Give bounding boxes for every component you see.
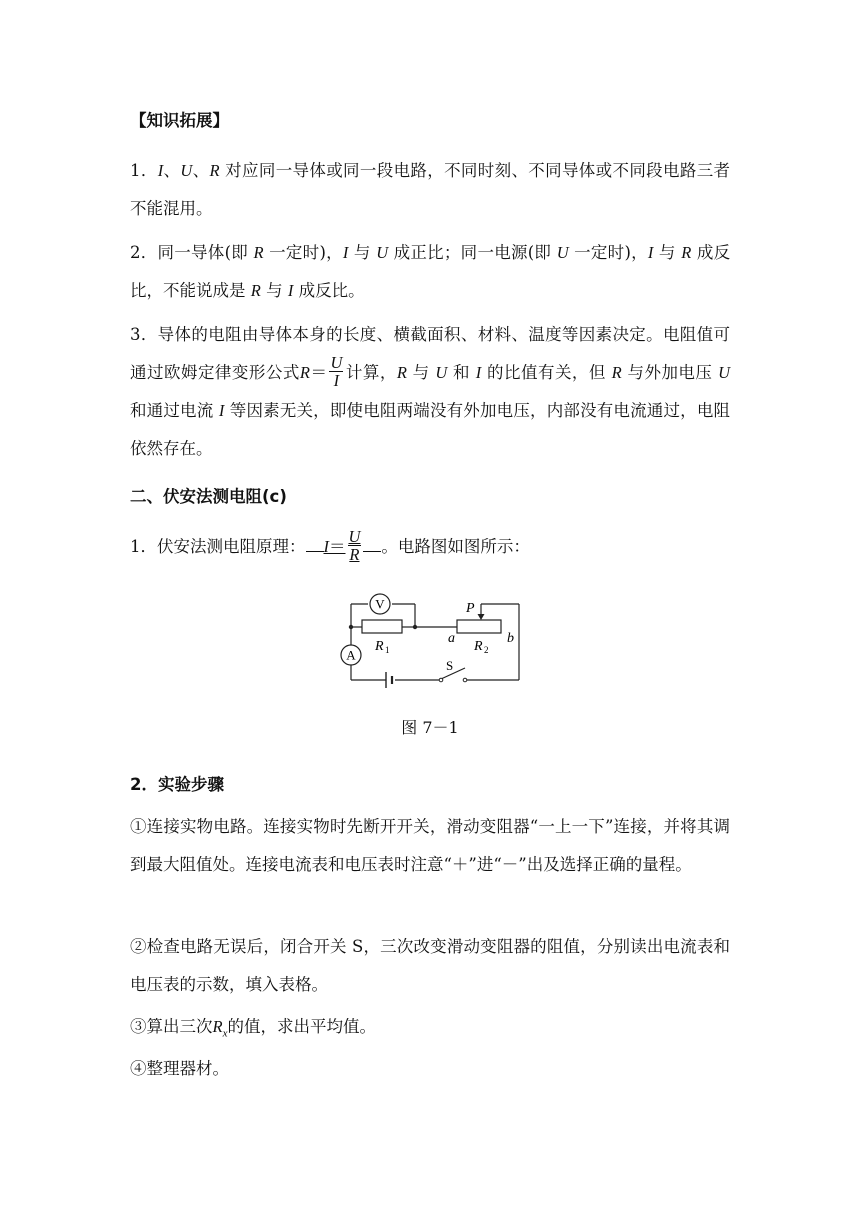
step-3: ③算出三次$R_x$的值，求出平均值。 bbox=[130, 1017, 376, 1040]
resistor-r1 bbox=[362, 620, 402, 633]
circuit-diagram bbox=[335, 592, 535, 692]
slider-label: P bbox=[466, 601, 475, 616]
ammeter-label: A bbox=[346, 647, 356, 663]
resistor-r2 bbox=[457, 620, 501, 633]
switch-label: S bbox=[446, 658, 454, 673]
step-1: ①连接实物电路。连接实物时先断开开关，滑动变阻器“一上一下”连接，并将其调到最大阻值处。连接电流表和电压表时注意“＋”进“－”出及选择正确的量程。 bbox=[130, 817, 730, 874]
heading-knowledge-extension: 【知识拓展】 bbox=[130, 111, 229, 130]
step-2: ②检查电路无误后，闭合开关 S，三次改变滑动变阻器的阻值，分别读出电流表和电压表的示数，填入表格。 bbox=[130, 937, 730, 994]
paragraph-item-1: 1．I、U、R 对应同一导体或同一段电路，不同时刻、不同导体或不同段电路三者不能混用。 bbox=[130, 161, 731, 218]
paragraph-item-3: 3．导体的电阻由导体本身的长度、横截面积、材料、温度等因素决定。电阻值可通过欧姆定律变形公式R＝ $\frac{U}{I}$ 计算，R 与 U 和 I 的比值有关，但 R 与外加电压 U 和通过电流 I 等因素无关，即使电阻两端没有外加电压，内部没有电流通过，电阻依然存在。 bbox=[130, 325, 731, 458]
voltmeter-label: V bbox=[375, 596, 385, 612]
r2-label: R bbox=[474, 639, 483, 654]
r1-subscript: 1 bbox=[385, 645, 390, 655]
r2-subscript: 2 bbox=[484, 645, 489, 655]
end-b-label: b bbox=[507, 631, 514, 646]
fraction-u-over-i: $\frac{U}{I}$ bbox=[330, 353, 343, 390]
paragraph-item-2: 2．同一导体(即 R 一定时)，I 与 U 成正比；同一电源(即 U 一定时)，I 与 R 成反比，不能说成是 R 与 I 成反比。 bbox=[130, 243, 731, 300]
paragraph-principle: 1．伏安法测电阻原理： I＝ $\frac{U}{R}$ 。电路图如图所示： bbox=[130, 527, 530, 564]
fraction-u-over-r: $\frac{U}{R}$ bbox=[348, 527, 361, 564]
r1-label: R bbox=[375, 639, 384, 654]
end-a-label: a bbox=[448, 631, 455, 646]
heading-voltammetry: 二、伏安法测电阻(c) bbox=[130, 487, 287, 506]
heading-experiment-steps: 2．实验步骤 bbox=[130, 775, 224, 794]
step-4: ④整理器材。 bbox=[130, 1059, 229, 1078]
figure-caption: 图 7－1 bbox=[401, 718, 459, 737]
